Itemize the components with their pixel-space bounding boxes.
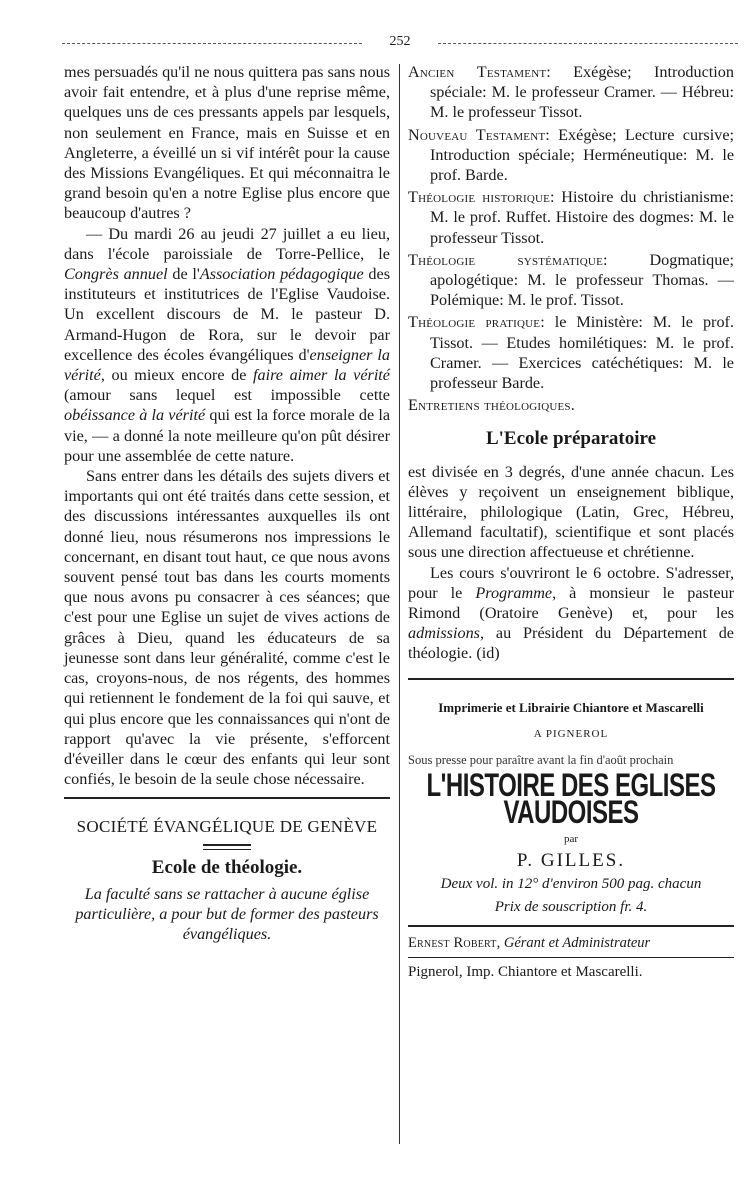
left-paragraph-3: Sans entrer dans les détails des sujets divers et importants qui ont été traités dans cette session, et des discussions intéressantes auxquelles ils ont donné lieu, nous résumerons nos impressions le concernant, en disant tout haut, ce que nous avons souvent pensé tout bas dans les courts moments que nous avons pu consacrer à ces séances; que c'est pour une Eglise un sujet de vives actions de grâces à Dieu, quand les éducateurs de sa jeunesse sont dans leur généralité, comme c'est le cas, croyons-nous, de nos régents, des hommes qui retiennent le fondement de la foi qui sauve, et qui plus encore que les connaissances qui n'ont de rapport qu'avec la vie présente, s'efforcent d'éveiller dans le cœur des enfants qui leur sont confiés, le besoin de la seule chose nécessaire.	[64, 467, 390, 789]
section-rule	[64, 797, 390, 799]
italic-run: enseigner la vérité	[64, 345, 390, 385]
school-title: Ecole de théologie.	[151, 856, 303, 878]
course-theologie-pratique	[408, 312, 734, 393]
course-heading: Théologie pratique	[408, 313, 541, 332]
course-heading: Nouveau Testament	[408, 125, 546, 144]
italic-run: Congrès annuel	[64, 265, 168, 284]
press-notice: Sous presse pour paraître avant la fin d'août prochain	[408, 753, 674, 768]
italic-run: faire aimer la vérité	[253, 366, 390, 385]
page-header	[62, 34, 738, 50]
by-label: par	[563, 832, 579, 845]
column-divider	[399, 64, 400, 1144]
text-run: qui est la force morale de la vie, — a donné la note meilleure qu'on pût désirer pour une assemblée de cette nature.	[64, 406, 391, 465]
course-text: : Exégèse; Introduction spéciale: M. le professeur Cramer. — Hébreu: M. le professeur Tissot.	[430, 63, 734, 122]
imprint-line: Pignerol, Imp. Chiantore et Mascarelli.	[408, 964, 643, 981]
italic-run: obéissance à la vérité	[64, 406, 206, 425]
text-run: , à monsieur le pasteur Rimond (Oratoire Genève) et, pour les	[408, 583, 734, 623]
printer-name: Imprimerie et Librairie Chiantore et Mascarelli	[438, 699, 704, 715]
gerant-name: Ernest Robert	[408, 934, 497, 951]
italic-run: admissions	[408, 624, 480, 643]
double-rule	[203, 844, 251, 850]
text-run: — Du mardi 26 au jeudi 27 juillet a eu lieu, dans l'école paroissiale de Torre-Pellice, le	[64, 224, 390, 263]
course-nouveau-testament	[408, 125, 734, 186]
page-number: 252	[389, 34, 411, 49]
course-heading: Théologie historique	[408, 188, 551, 207]
book-price: Prix de souscription fr. 4.	[494, 898, 648, 915]
left-paragraph-2	[64, 224, 390, 466]
left-paragraph-1: mes persuadés qu'il ne nous quittera pas sans nous avoir fait entendre, et à plus d'une reprise même, quelques uns de ces pressants appels par lesquels, non seulement en France, mais en Suisse et en Angleterre, a éveillé un si vif intérêt pour la cause des Missions Evangéliques. Et qui méconnaitra le grand besoin qu'en a notre Eglise plus encore que beaucoup d'autres ?	[64, 63, 390, 223]
text-run: des instituteurs et institutrices de l'Eglise Vaudoise. Un excellent discours de M. le pasteur D. Armand-Hugon de Rora, sur le devoir par excellence des écoles évangéliques d'	[64, 265, 391, 364]
gerant-role: Gérant et Administrateur	[503, 934, 651, 951]
text-run: de l'	[167, 265, 200, 284]
society-title: SOCIÉTÉ ÉVANGÉLIQUE DE GENÈVE	[76, 817, 378, 837]
section-rule	[408, 678, 734, 680]
text-run: , ou mieux encore de	[100, 366, 253, 385]
course-text: : Dogmatique; apologétique: M. le professeur Thomas. — Polémique: M. le prof. Tissot.	[430, 250, 735, 310]
footer-rule	[408, 925, 734, 927]
book-title: L'HISTOIRE DES EGLISES VAUDOISES	[426, 767, 716, 832]
italic-run: Association pédagogique	[199, 265, 364, 284]
course-text: : Exégèse; Lecture cursive; Introduction spéciale; Herméneutique: M. le prof. Barde.	[430, 125, 734, 185]
course-heading: Entretiens théologiques.	[408, 396, 575, 415]
course-heading: Ancien Testament	[408, 63, 547, 81]
left-column	[64, 62, 390, 944]
book-volumes: Deux vol. in 12° d'environ 500 pag. chacun	[440, 875, 702, 892]
prep-school-text: est divisée en 3 degrés, d'une année chacun. Les élèves y reçoivent un enseignement biblique, littéraire, philologique (Latin, Grec, Hébreu, Allemand facultatif), scientifique et sont placés sous une direction affectueuse et chrétienne.	[408, 462, 734, 562]
course-text: : le Ministère: M. le prof. Tissot. — Etudes homilétiques: M. le prof. Cramer. — Exercices catéchétiques: M. le professeur Barde.	[430, 313, 734, 393]
course-theologie-systematique	[408, 250, 734, 311]
course-heading: Théologie systématique	[408, 250, 603, 269]
courses-open-text	[408, 563, 734, 664]
course-text: : Histoire du christianisme: M. le prof. Ruffet. Histoire des dogmes: M. le professeur Tissot.	[430, 188, 734, 247]
course-ancien-testament	[408, 62, 734, 123]
italic-run: Programme	[475, 583, 553, 602]
printer-place: A PIGNEROL	[533, 727, 609, 740]
header-rule-right	[438, 43, 738, 44]
course-entretiens	[408, 395, 734, 415]
faculty-text: La faculté sans se rattacher à aucune église particulière, a pour but de former des pasteurs évangéliques.	[75, 884, 379, 943]
imprint-rule	[408, 957, 734, 958]
course-theologie-historique	[408, 187, 734, 248]
gerant-line: Ernest Robert, Gérant et Administrateur	[408, 934, 651, 951]
text-run: , au Président du Département de théologie. (id)	[408, 624, 734, 663]
text-run: (amour sans lequel est impossible cette	[64, 386, 390, 405]
text-run: Les cours s'ouvriront le 6 octobre. S'adresser, pour le	[408, 563, 734, 602]
prep-school-title: L'Ecole préparatoire	[485, 428, 657, 450]
right-column	[408, 62, 734, 982]
book-author: P. GILLES.	[516, 849, 626, 871]
